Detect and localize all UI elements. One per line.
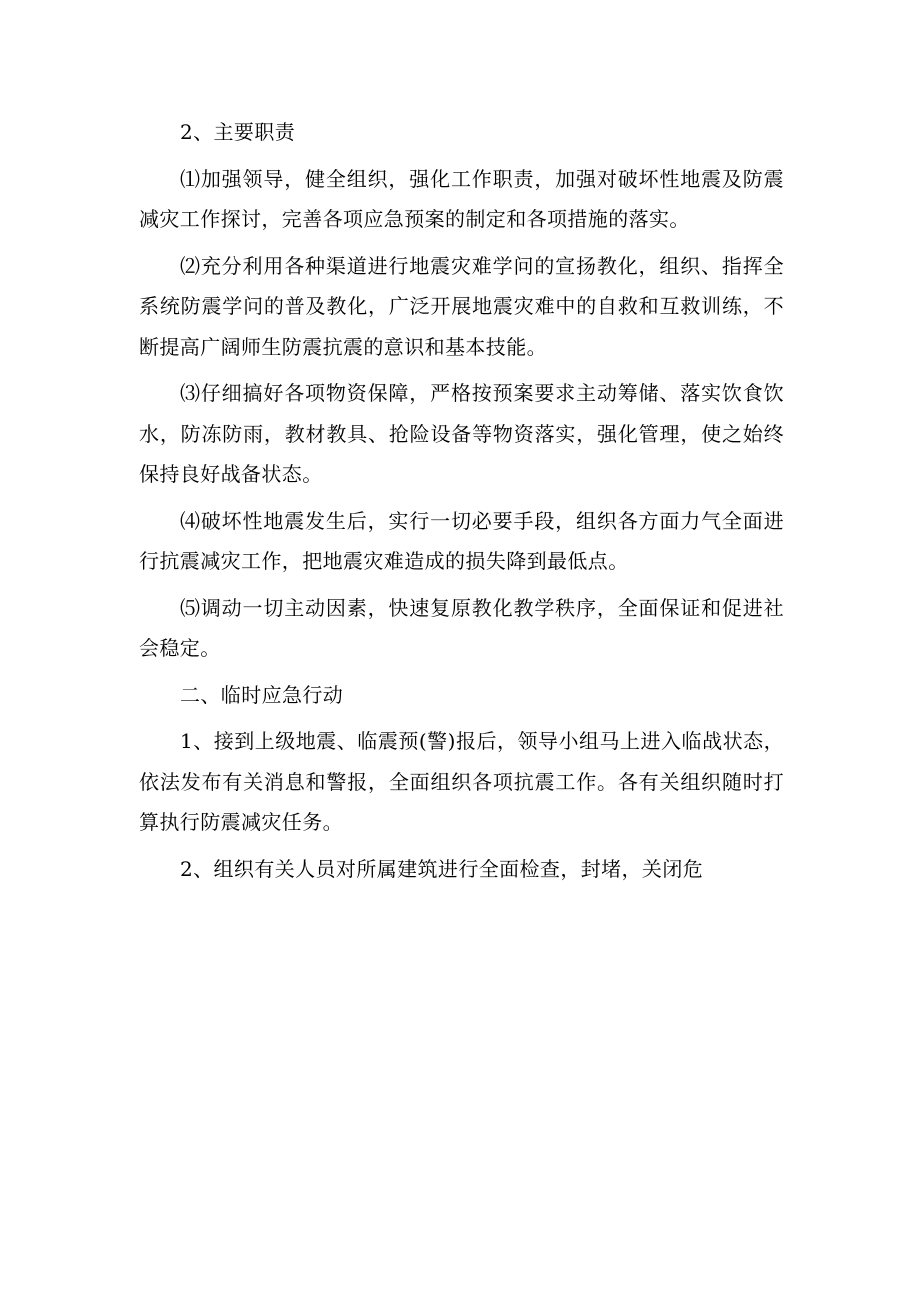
section-heading-emergency: 二、临时应急行动 bbox=[180, 682, 344, 707]
duty-item-5: ⑸调动一切主动因素，快速复原教化教学秩序，全面保证和促进社会稳定。 bbox=[139, 595, 784, 660]
duty-item-3: ⑶仔细搞好各项物资保障，严格按预案要求主动筹储、落实饮食饮水，防冻防雨，教材教具、抢险设备等物资落实，强化管理，使之始终保持良好战备状态。 bbox=[139, 381, 784, 486]
section-heading-duties: 2、主要职责 bbox=[180, 120, 296, 144]
duty-item-4: ⑷破坏性地震发生后，实行一切必要手段，组织各方面力气全面进行抗震减灾工作，把地震灾难造成的损失降到最低点。 bbox=[139, 508, 784, 573]
document-body bbox=[139, 112, 784, 889]
duty-item-2: ⑵充分利用各种渠道进行地震灾难学问的宣扬教化，组织、指挥全系统防震学问的普及教化，广泛开展地震灾难中的自救和互救训练，不断提高广阔师生防震抗震的意识和基本技能。 bbox=[139, 253, 784, 359]
emergency-item-1: 1、接到上级地震、临震预(警)报后，领导小组马上进入临战状态，依法发布有关消息和警报，全面组织各项抗震工作。各有关组织随时打算执行防震减灾任务。 bbox=[139, 729, 784, 834]
duty-item-1: ⑴加强领导，健全组织，强化工作职责，加强对破坏性地震及防震减灾工作探讨，完善各项应急预案的制定和各项措施的落实。 bbox=[139, 166, 784, 231]
emergency-item-2: 2、组织有关人员对所属建筑进行全面检查，封堵，关闭危 bbox=[180, 856, 704, 881]
